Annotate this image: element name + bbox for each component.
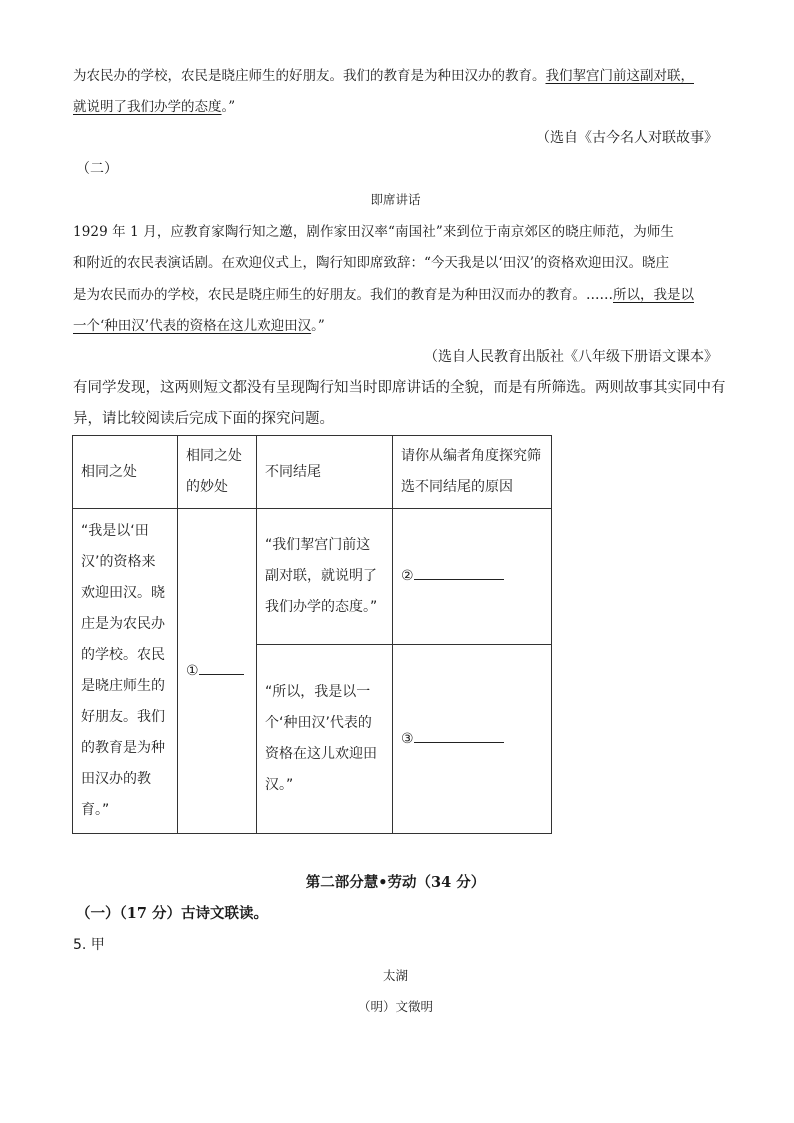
passage-line: 1929 年 1 月，应教育家陶行知之邀，剧作家田汉率“南国社”来到位于南京郊区的晓庄师范，为师生 <box>73 224 675 240</box>
text-span: 为农民办的学校，农民是晓庄师生的好朋友。我们的教育是为种田汉办的教育。 <box>73 68 546 84</box>
answer-blank[interactable] <box>414 561 504 580</box>
poem-author: （明）文徵明 <box>357 999 433 1014</box>
answer-blank[interactable] <box>199 656 244 675</box>
passage-line <box>73 285 718 305</box>
underlined-text: 就说明了我们办学的态度 <box>73 99 222 115</box>
passage-line <box>73 66 718 86</box>
question-line: 异，请比较阅读后完成下面的探究问题。 <box>73 411 334 427</box>
text-span: 是为农民而办的学校，农民是晓庄师生的好朋友。我们的教育是为种田汉而办的教育。…… <box>73 287 613 303</box>
blank-marker: ③ <box>401 730 414 747</box>
poem-title: 太湖 <box>382 968 408 983</box>
passage-line <box>73 316 718 336</box>
same-text-cell: “我是以‘田汉’的资格来欢迎田汉。晓庄是为农民办的学校。农民是晓庄师生的好朋友。我们的教育是为种田汉办的教育。” <box>73 509 178 834</box>
underlined-text: 我们挈宫门前这副对联， <box>545 68 694 84</box>
underlined-text: 一个‘种田汉’代表的资格在这儿欢迎田汉 <box>73 318 312 334</box>
blank-marker: ① <box>186 662 199 679</box>
subsection-heading: （一）（17 分）古诗文联读。 <box>76 905 268 922</box>
question-number: 5. 甲 <box>73 937 105 953</box>
underlined-text: 所以，我是以 <box>613 287 694 303</box>
blank-marker: ② <box>401 568 414 584</box>
table-header-row <box>73 436 552 509</box>
passage-title: 即席讲话 <box>370 192 421 207</box>
comparison-table <box>72 435 552 834</box>
answer-cell-3[interactable] <box>393 645 552 834</box>
header-cell: 相同之处的妙处 <box>178 436 257 509</box>
table-row <box>73 509 552 645</box>
section-heading: 第二部分慧•劳动（34 分） <box>305 874 486 891</box>
passage-line: 和附近的农民表演话剧。在欢迎仪式上，陶行知即席致辞：“今天我是以‘田汉’的资格欢迎田汉。晓庄 <box>73 255 669 271</box>
ending-cell: “我们挈宫门前这副对联，就说明了我们办学的态度。” <box>257 509 393 645</box>
text-span: 。” <box>311 318 325 334</box>
answer-cell-1[interactable] <box>178 509 257 834</box>
passage-line <box>73 97 718 117</box>
header-cell: 不同结尾 <box>257 436 393 509</box>
source-citation: （选自《古今名人对联故事》 <box>536 130 718 146</box>
header-cell: 相同之处 <box>73 436 178 509</box>
header-cell: 请你从编者角度探究筛选不同结尾的原因 <box>393 436 552 509</box>
text-span: 。” <box>221 99 236 115</box>
question-line: 有同学发现，这两则短文都没有呈现陶行知当时即席讲话的全貌，而是有所筛选。两则故事其实同中有 <box>73 380 726 396</box>
section-label: （二） <box>76 161 118 177</box>
ending-cell: “所以，我是以一个‘种田汉’代表的资格在这儿欢迎田汉。” <box>257 645 393 834</box>
answer-blank[interactable] <box>414 724 504 743</box>
answer-cell-2[interactable] <box>393 509 552 645</box>
source-citation: （选自人民教育出版社《八年级下册语文课本》 <box>424 349 718 365</box>
